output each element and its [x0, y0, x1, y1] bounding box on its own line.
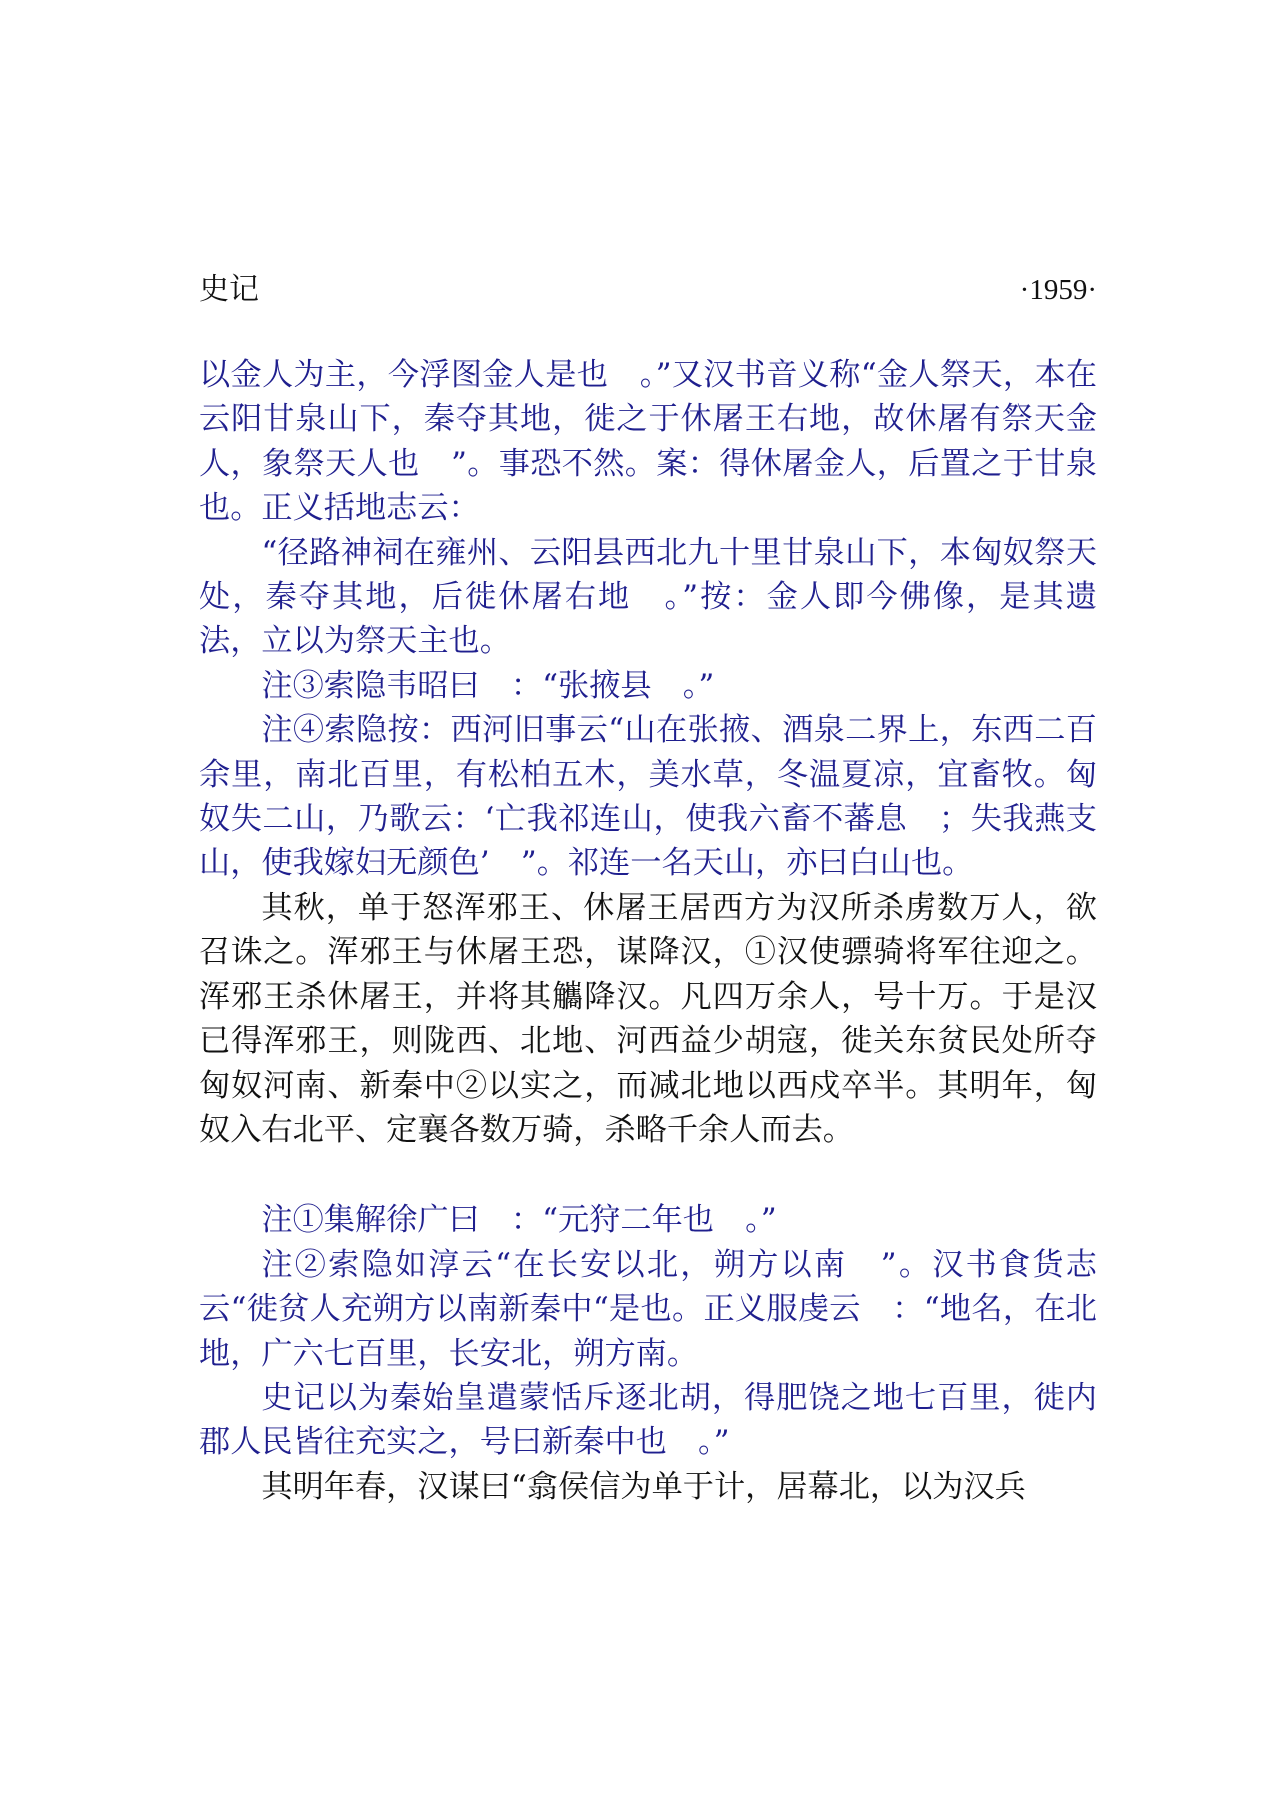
main-text-paragraph: 其秋，单于怒浑邪王、休屠王居西方为汉所杀虏数万人，欲召诛之。浑邪王与休屠王恐，谋降汉，①汉使骠骑将军往迎之。浑邪王杀休屠王，并将其觿降汉。凡四万余人，号十万。于是汉已得浑邪王，则陇西、北地、河西益少胡寇，徙关东贫民处所夺匈奴河南、新秦中②以实之，而减北地以西戍卒半。其明年，匈奴入右北平、定襄各数万骑，杀略千余人而去。: [199, 889, 1097, 1148]
page-number: ·1959·: [1019, 274, 1097, 306]
main-text-paragraph: 其明年春，汉谋曰“翕侯信为单于计，居幕北，以为汉兵: [261, 1468, 1026, 1505]
book-title: 史记: [199, 272, 259, 307]
commentary-paragraph: 史记以为秦始皇遣蒙恬斥逐北胡，得肥饶之地七百里，徙内郡人民皆往充实之，号曰新秦中也 。”: [199, 1379, 1097, 1461]
annotation-note: 注④索隐按：西河旧事云“山在张掖、酒泉二界上，东西二百余里，南北百里，有松柏五木，美水草，冬温夏凉，宜畜牧。匈奴失二山，乃歌云：‘亡我祁连山，使我六畜不蕃息 ；失我燕支山，使我嫁妇无颜色’ ”。祁连一名天山，亦曰白山也。: [199, 712, 1097, 882]
page-header: [199, 268, 1097, 312]
annotation-note: 注③索隐韦昭曰 ：“张掖县 。”: [261, 667, 715, 704]
commentary-paragraph: “径路神祠在雍州、云阳县西北九十里甘泉山下，本匈奴祭天处，秦夺其地，后徙休屠右地 。”按：金人即今佛像，是其遗法，立以为祭天主也。: [199, 534, 1097, 660]
annotation-note: 注②索隐如淳云“在长安以北，朔方以南 ”。汉书食货志云“徙贫人充朔方以南新秦中“是也。正义服虔云 ：“地名，在北地，广六七百里，长安北，朔方南。: [199, 1246, 1097, 1372]
page-body: [199, 353, 1097, 1509]
commentary-paragraph: 以金人为主，今浮图金人是也 。”又汉书音义称“金人祭天，本在云阳甘泉山下，秦夺其地，徙之于休屠王右地，故休屠有祭天金人，象祭天人也 ”。事恐不然。案：得休屠金人，后置之于甘泉也。正义括地志云：: [199, 357, 1097, 527]
annotation-note: 注①集解徐广曰 ：“元狩二年也 。”: [261, 1202, 777, 1239]
paragraph-spacer: [199, 1152, 1097, 1198]
